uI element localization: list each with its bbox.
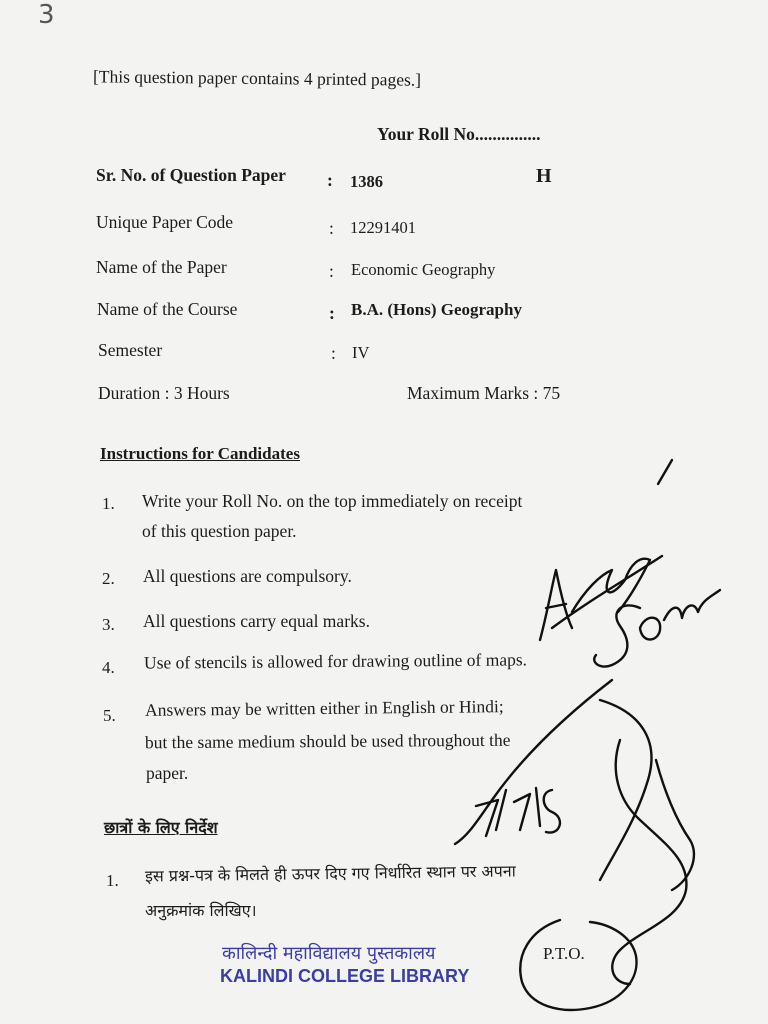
field-value-paper-code: 12291401	[350, 218, 416, 237]
signature-stroke	[656, 760, 694, 890]
field-label-sr-no: Sr. No. of Question Paper	[96, 165, 286, 185]
duration: Duration : 3 Hours	[98, 383, 230, 403]
library-stamp-hindi: कालिन्दी महाविद्यालय पुस्तकालय	[222, 943, 436, 964]
signature-stroke	[658, 460, 672, 484]
hindi-instruction-line: अनुक्रमांक लिखिए।	[145, 901, 257, 920]
hindi-instruction-number: 1.	[106, 871, 119, 890]
maximum-marks: Maximum Marks : 75	[407, 383, 561, 403]
instruction-line: paper.	[146, 763, 189, 783]
pto-label: P.T.O.	[543, 944, 585, 963]
signature-stroke	[600, 700, 651, 880]
signature-stroke	[540, 570, 572, 640]
field-label-semester: Semester	[98, 340, 163, 360]
field-colon: :	[329, 218, 334, 238]
header-note: [This question paper contains 4 printed pages.]	[92, 66, 422, 90]
signature-stroke	[455, 680, 612, 844]
signature-stroke	[640, 618, 660, 640]
signature-stroke	[476, 788, 560, 836]
signature-stroke	[572, 559, 650, 612]
field-colon: :	[327, 170, 333, 190]
instructions-title: Instructions for Candidates	[100, 444, 300, 463]
instruction-line: Answers may be written either in English or Hindi;	[144, 696, 504, 720]
hindi-instruction-line: इस प्रश्न-पत्र के मिलते ही ऊपर दिए गए निर्धारित स्थान पर अपना	[144, 861, 516, 886]
roll-number-field: Your Roll No...............	[377, 124, 541, 144]
instruction-number: 2.	[102, 569, 115, 588]
signature-stroke	[594, 605, 640, 666]
instruction-line: but the same medium should be used throughout the	[144, 729, 511, 753]
instruction-number: 1.	[102, 494, 115, 513]
instruction-line: Use of stencils is allowed for drawing outline of maps.	[143, 649, 528, 673]
instruction-line: All questions carry equal marks.	[143, 611, 370, 631]
library-stamp-english: KALINDI COLLEGE LIBRARY	[220, 966, 470, 986]
field-label-paper-name: Name of the Paper	[96, 257, 227, 277]
instruction-line: Write your Roll No. on the top immediately on receipt	[142, 491, 523, 511]
instruction-number: 5.	[103, 706, 116, 725]
signature-stroke	[520, 920, 636, 1010]
field-label-paper-code: Unique Paper Code	[96, 212, 234, 232]
instruction-number: 4.	[102, 658, 115, 677]
field-colon: :	[329, 261, 334, 281]
field-value-semester: IV	[352, 343, 370, 362]
hindi-instructions-title: छात्रों के लिए निर्देश	[104, 818, 218, 837]
signature-stroke	[552, 556, 662, 628]
field-value-course: B.A. (Hons) Geography	[351, 300, 522, 319]
page-number: 3	[38, 0, 55, 30]
instruction-line: All questions are compulsory.	[143, 566, 352, 586]
field-label-course: Name of the Course	[97, 299, 238, 319]
instruction-number: 3.	[102, 615, 115, 634]
field-value-paper-name: Economic Geography	[351, 260, 496, 279]
field-colon: :	[329, 303, 335, 323]
instruction-line: of this question paper.	[142, 521, 297, 541]
field-colon: :	[331, 343, 336, 363]
signature-stroke	[664, 590, 720, 620]
field-value-sr-no: 1386	[350, 172, 383, 191]
paper-set-code: H	[536, 165, 552, 187]
